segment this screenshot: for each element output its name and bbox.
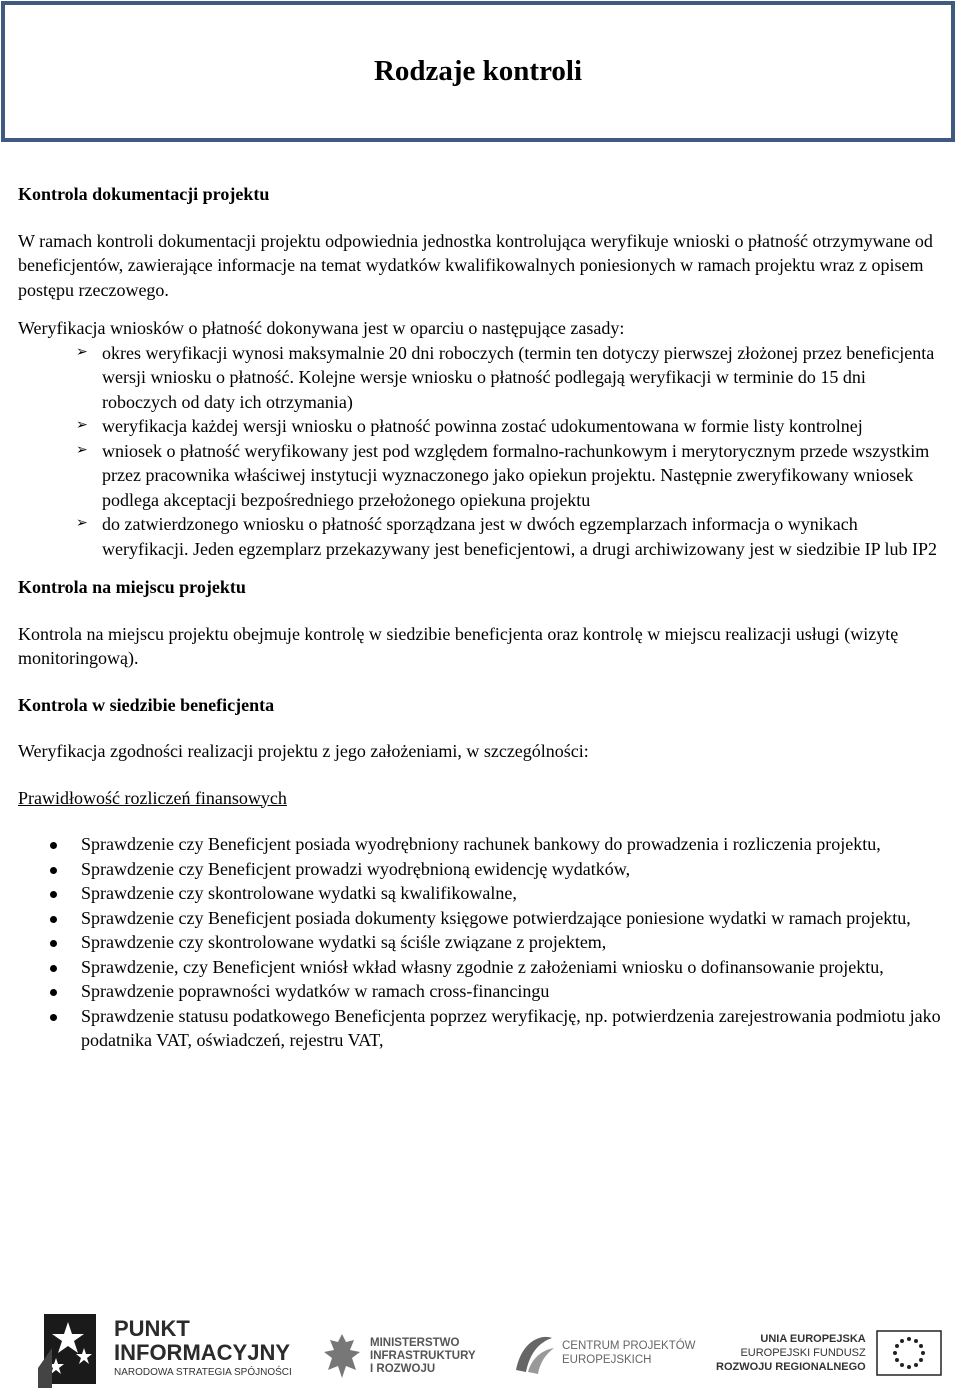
logo-text: EUROPEJSKI FUNDUSZ (740, 1347, 866, 1359)
arrow-bullet-icon: ➢ (76, 442, 88, 458)
bullet-icon (50, 1014, 57, 1021)
ministerstwo-logo (320, 1330, 476, 1382)
list-item: Sprawdzenie statusu podatkowego Beneficjenta poprzez weryfikację, np. potwierdzenia zarejestrowania podmiotu jako podatnika VAT, oświadczeń, rejestru VAT, (18, 1004, 943, 1053)
list-item: Sprawdzenie czy Beneficjent posiada wyodrębniony rachunek bankowy do prowadzenia i rozliczenia projektu, (18, 832, 943, 857)
list-item: Sprawdzenie czy skontrolowane wydatki są kwalifikowalne, (18, 881, 943, 906)
eagle-emblem-icon (320, 1330, 364, 1382)
section-heading: Kontrola dokumentacji projektu (18, 184, 270, 204)
nss-star-icon (38, 1308, 106, 1388)
arrow-bullet-icon: ➢ (76, 344, 88, 360)
bullet-icon (50, 916, 57, 923)
punkt-informacyjny-logo (38, 1308, 292, 1388)
logo-text: NARODOWA STRATEGIA SPÓJNOŚCI (114, 1367, 292, 1378)
subheading: Prawidłowość rozliczeń finansowych (18, 787, 287, 808)
bullet-icon (50, 891, 57, 898)
logo-text: INFRASTRUKTURY (370, 1349, 476, 1362)
logo-text: PUNKT (114, 1316, 190, 1341)
logo-text: INFORMACYJNY (114, 1340, 291, 1365)
cpe-swirl-icon (512, 1330, 556, 1376)
logo-text: MINISTERSTWO (370, 1336, 460, 1349)
list-item: Sprawdzenie poprawności wydatków w ramach cross-financingu (18, 979, 943, 1004)
list-item: ➢ weryfikacja każdej wersji wniosku o płatność powinna zostać udokumentowana w formie listy kontrolnej (18, 414, 943, 439)
list-item: Sprawdzenie czy Beneficjent posiada dokumenty księgowe potwierdzające poniesione wydatki w ramach projektu, (18, 906, 943, 931)
list-item: Sprawdzenie czy skontrolowane wydatki są ściśle związane z projektem, (18, 930, 943, 955)
list-item: ➢ okres weryfikacji wynosi maksymalnie 20 dni roboczych (termin ten dotyczy pierwszej złożonej przez beneficjenta wersji wniosku o płatność. Kolejne wersje wniosku o płatność podlegają weryfikacji w terminie do 15 dni roboczych od daty ich otrzymania) (76, 342, 935, 412)
bullet-icon (50, 940, 57, 947)
logo-text: CENTRUM PROJEKTÓW (562, 1340, 696, 1352)
title-box (5, 5, 951, 138)
bullet-icon (50, 867, 57, 874)
cpe-logo (512, 1330, 696, 1376)
document-body (18, 182, 943, 1053)
bullet-icon (50, 842, 57, 849)
eu-logo (716, 1330, 942, 1376)
section-heading: Kontrola w siedzibie beneficjenta (18, 694, 275, 715)
list-item: ➢ wniosek o płatność weryfikowany jest pod względem formalno-rachunkowym i merytorycznym przede wszystkim przez pracownika właściwej instytucji wyznaczonego jako opiekun projektu. Następnie zweryfikowany wniosek podlega akceptacji bezpośredniego przełożonego opiekuna projektu (76, 440, 930, 510)
page-title: Rodzaje kontroli (373, 55, 583, 87)
logo-text: EUROPEJSKICH (562, 1354, 652, 1366)
logo-text: ROZWOJU REGIONALNEGO (716, 1361, 866, 1373)
list-item: Sprawdzenie czy Beneficjent prowadzi wyodrębnioną ewidencję wydatków, (18, 857, 943, 882)
paragraph: Weryfikacja wniosków o płatność dokonywana jest w oparciu o następujące zasady: (18, 318, 625, 338)
paragraph: W ramach kontroli dokumentacji projektu odpowiednia jednostka kontrolująca weryfikuje wnioski o płatność otrzymywane od beneficjentów, zawierające informacje na temat wydatków kwalifikowalnych poniesionych w ramach projektu wraz z opisem postępu rzeczowego. (18, 230, 933, 300)
bullet-icon (50, 989, 57, 996)
footer-logos (0, 1300, 960, 1400)
logo-text: UNIA EUROPEJSKA (760, 1333, 866, 1345)
list-item: Sprawdzenie, czy Beneficjent wniósł wkład własny zgodnie z założeniami wniosku o dofinansowanie projektu, (18, 955, 943, 980)
logo-text: I ROZWOJU (370, 1362, 436, 1375)
paragraph: Weryfikacja zgodności realizacji projektu z jego założeniami, w szczególności: (18, 741, 589, 761)
eu-flag-icon (876, 1330, 942, 1376)
bullet-icon (50, 965, 57, 972)
arrow-bullet-icon: ➢ (76, 516, 88, 531)
arrow-list (18, 341, 943, 562)
bullet-list (18, 832, 943, 1053)
paragraph: Kontrola na miejscu projektu obejmuje kontrolę w siedzibie beneficjenta oraz kontrolę w miejscu realizacji usługi (wizytę monitoringową). (18, 623, 899, 668)
section-heading: Kontrola na miejscu projektu (18, 577, 246, 597)
list-item: ➢ do zatwierdzonego wniosku o płatność sporządzana jest w dwóch egzemplarzach informacja o wynikach weryfikacji. Jeden egzemplarz przekazywany jest beneficjentowi, a drugi archiwizowany jest w siedzibie IP lub IP2 (76, 514, 938, 559)
arrow-bullet-icon: ➢ (76, 418, 88, 433)
